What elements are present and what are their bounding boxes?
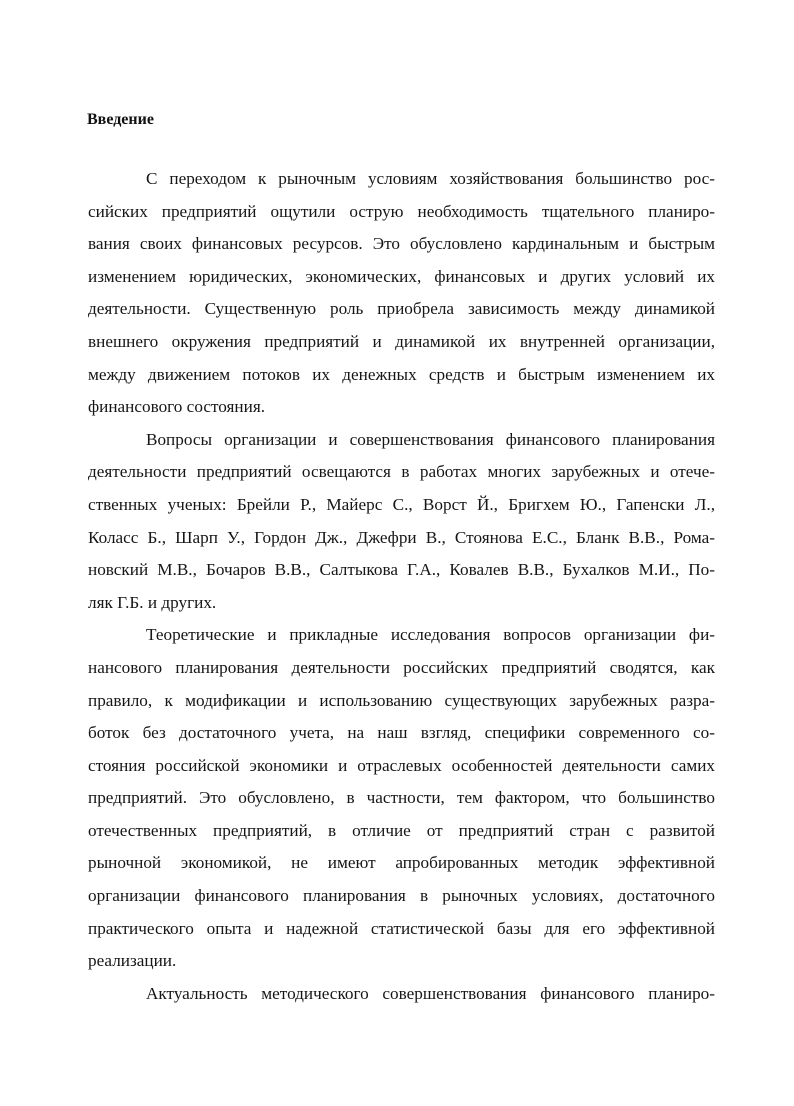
paragraph-2-line: Вопросы организации и совершенствования финансового планирования xyxy=(146,429,715,449)
paragraph-1-line: С переходом к рыночным условиям хозяйствования большинство рос- xyxy=(146,169,715,188)
paragraph-2-line: ственных ученых: Брейли Р., Майерс С., Ворст Й., Бригхем Ю., Гапенски Л., xyxy=(88,494,715,514)
paragraph-2-line: ляк Г.Б. и других. xyxy=(88,592,217,612)
body-text xyxy=(88,163,715,1010)
paragraph-3-line: правило, к модификации и использованию существующих зарубежных разра- xyxy=(88,690,715,710)
paragraph-3-line: рыночной экономикой, не имеют апробированных методик эффективной xyxy=(88,853,715,873)
paragraph-4-line: Актуальность методического совершенствования финансового планиро- xyxy=(146,983,715,1003)
paragraph-1-line: между движением потоков их денежных средств и быстрым изменением их xyxy=(88,364,715,384)
paragraph-1-line: финансового состояния. xyxy=(88,397,266,417)
paragraph-1-line: вания своих финансовых ресурсов. Это обусловлено кардинальным и быстрым xyxy=(88,234,715,254)
paragraph-2-line: деятельности предприятий освещаются в работах многих зарубежных и отече- xyxy=(88,462,715,482)
paragraph-3-line: стояния российской экономики и отраслевых особенностей деятельности самих xyxy=(88,755,715,775)
paragraph-3-line: реализации. xyxy=(88,951,177,971)
paragraph-2-line: новский М.В., Бочаров В.В., Салтыкова Г.А., Ковалев В.В., Бухалков М.И., По- xyxy=(88,560,715,580)
paragraph-1-line: сийских предприятий ощутили острую необходимость тщательного планиро- xyxy=(88,201,715,221)
paragraph-1-line: внешнего окружения предприятий и динамикой их внутренней организации, xyxy=(88,331,715,351)
paragraph-3-line: организации финансового планирования в рыночных условиях, достаточного xyxy=(88,886,715,906)
section-heading: Введение xyxy=(87,111,154,128)
paragraph-2-line: Коласс Б., Шарп У., Гордон Дж., Джефри В., Стоянова Е.С., Бланк В.В., Рома- xyxy=(88,527,715,547)
paragraph-3-line: Теоретические и прикладные исследования вопросов организации фи- xyxy=(146,625,715,645)
paragraph-3-line: нансового планирования деятельности российских предприятий сводятся, как xyxy=(88,657,715,677)
paragraph-1-line: деятельности. Существенную роль приобрела зависимость между динамикой xyxy=(88,299,715,319)
paragraph-3-line: предприятий. Это обусловлено, в частности, тем фактором, что большинство xyxy=(88,788,715,808)
paragraph-3-line: практического опыта и надежной статистической базы для его эффективной xyxy=(88,918,715,938)
paragraph-3-line: отечественных предприятий, в отличие от предприятий стран с развитой xyxy=(88,820,715,840)
paragraph-1-line: изменением юридических, экономических, финансовых и других условий их xyxy=(88,266,715,286)
paragraph-3-line: боток без достаточного учета, на наш взгляд, специфики современного со- xyxy=(88,723,715,743)
